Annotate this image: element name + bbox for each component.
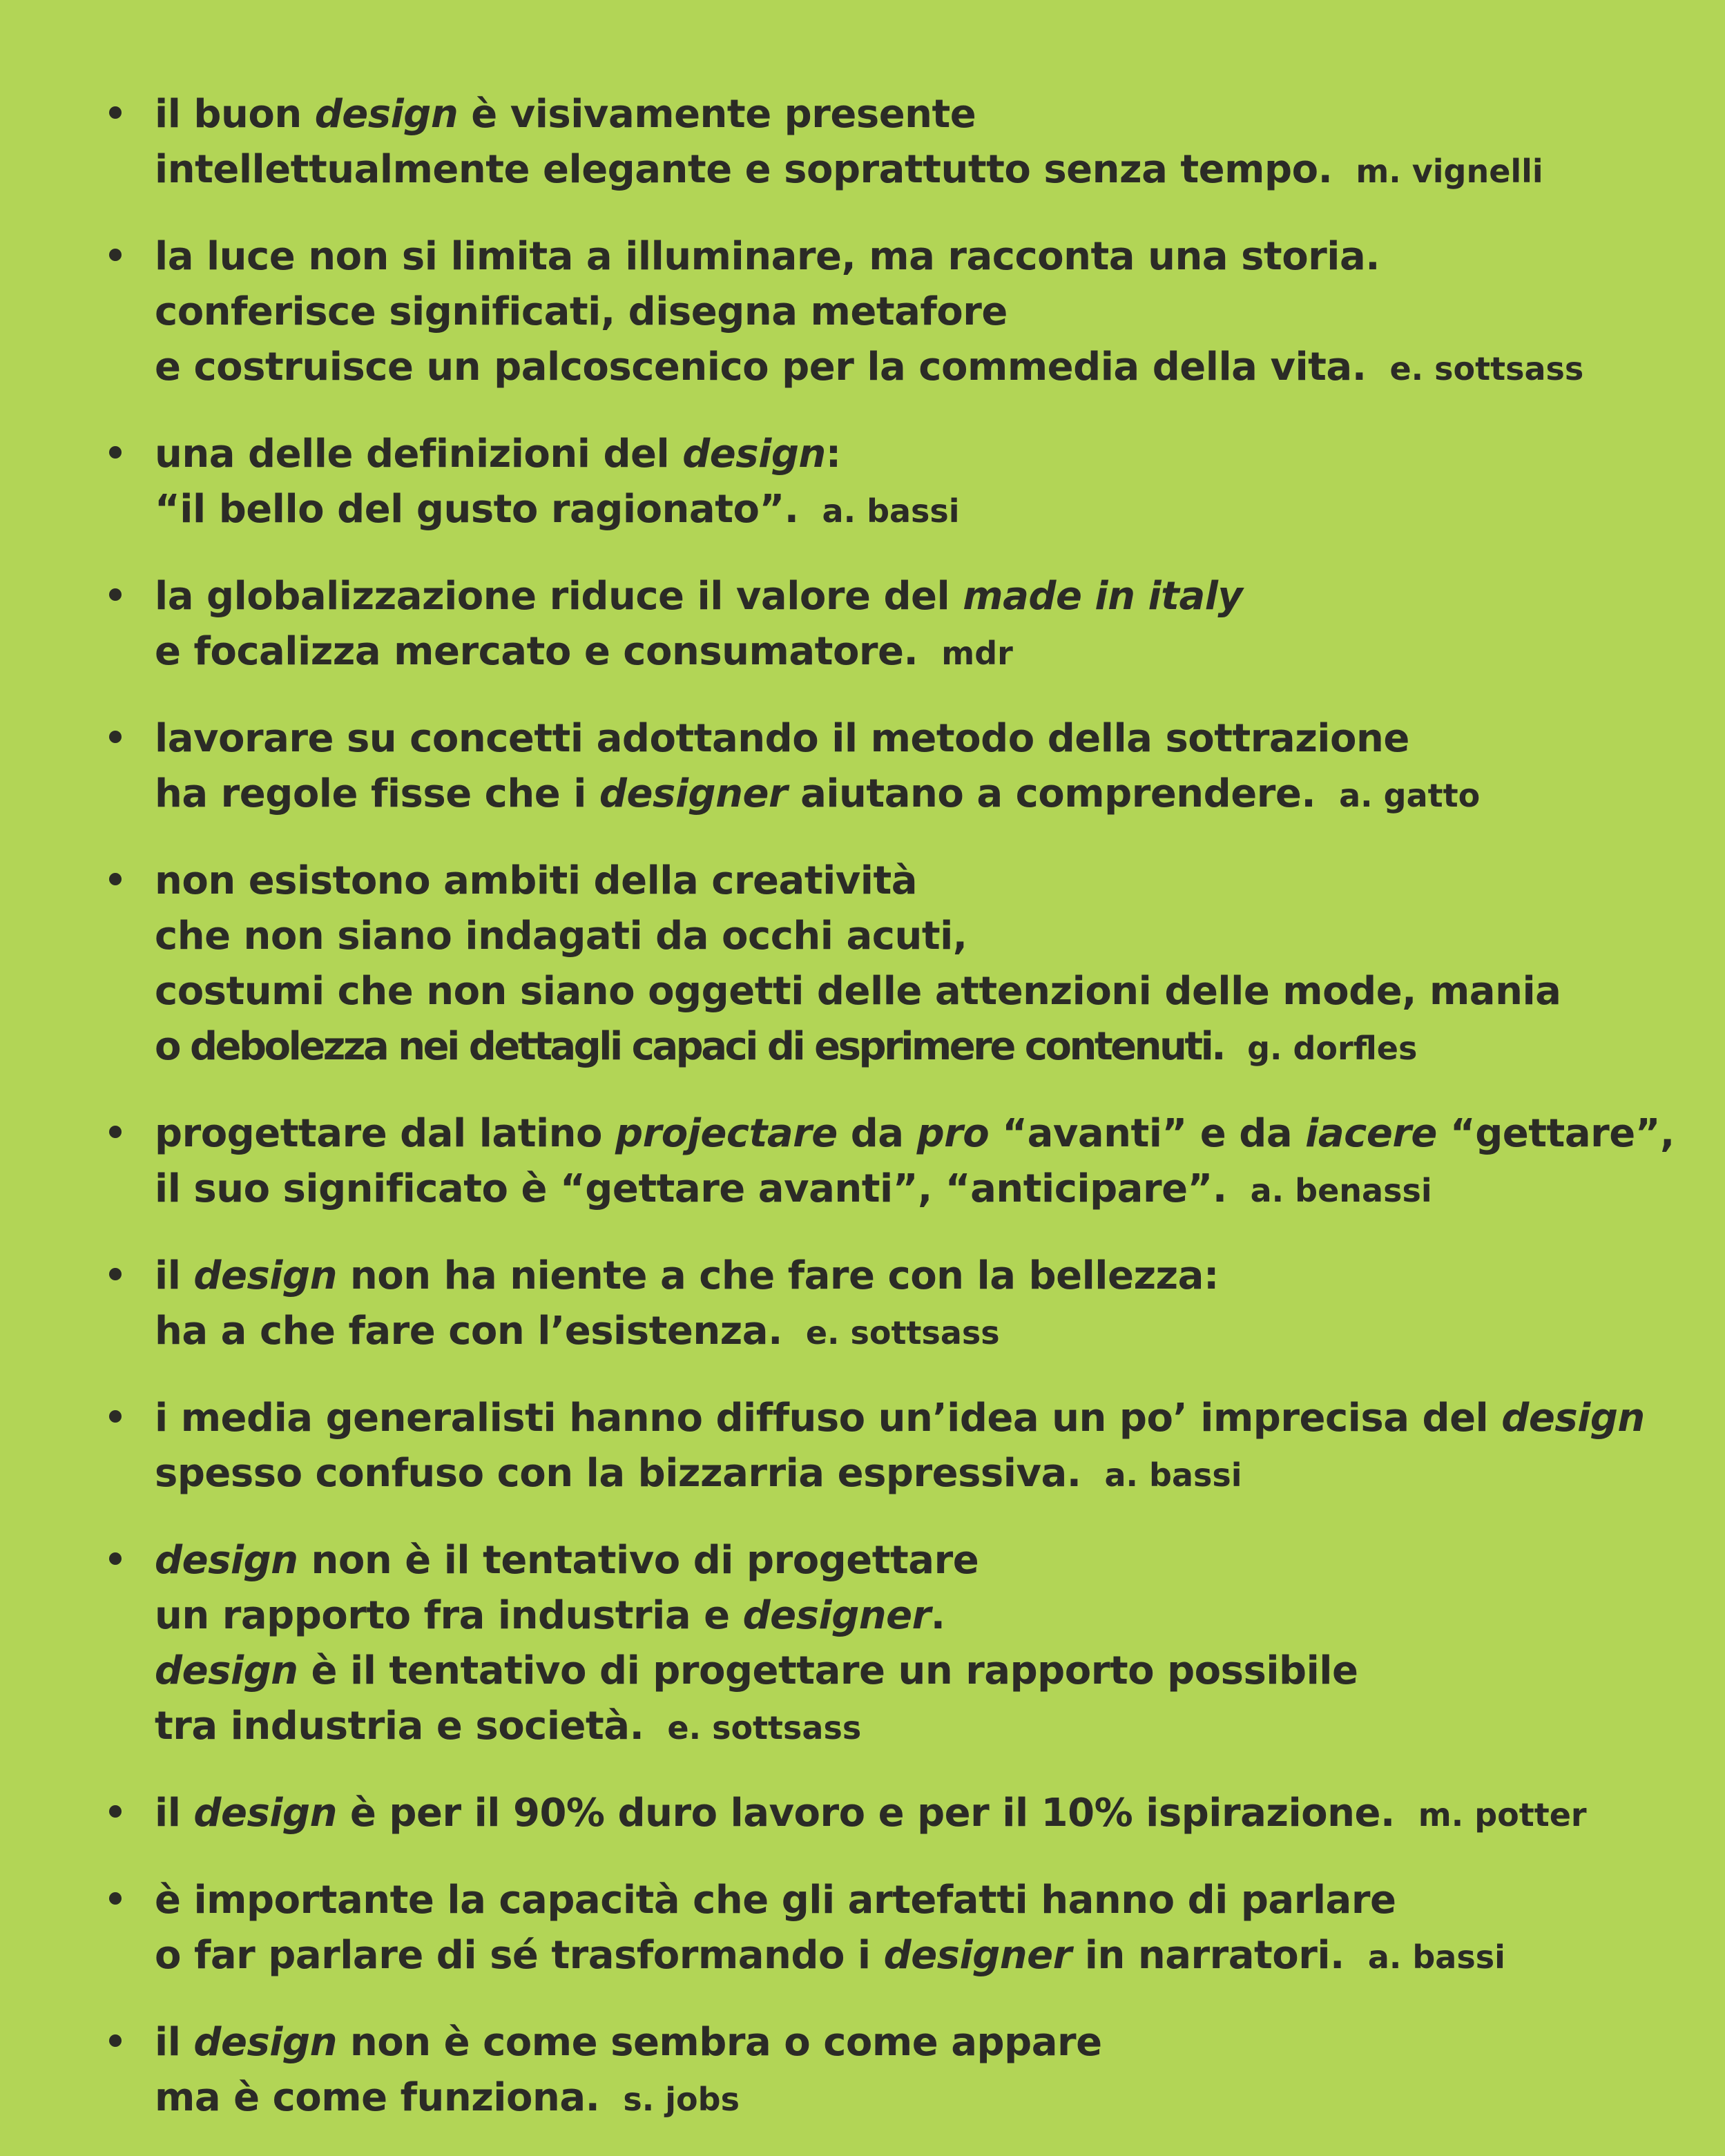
bullet-icon [109, 446, 122, 459]
quote-line [155, 1446, 1725, 1503]
quote-author: mdr [941, 635, 1013, 672]
quote-item [0, 569, 1725, 681]
quote-text: o far parlare di sé trasformando i [155, 1933, 884, 1978]
quote-line [155, 1533, 1725, 1588]
quote-text: tra industria e società. [155, 1704, 644, 1749]
quote-text: intellettualmente elegante e soprattutto senza tempo. [155, 147, 1333, 192]
quote-text: non è il tentativo di progettare [298, 1538, 979, 1583]
bullet-icon [109, 1552, 122, 1565]
quote-line [155, 1699, 1725, 1755]
quote-text: costumi che non siano oggetti delle attenzioni delle mode, mania [155, 969, 1561, 1014]
quote-line [155, 1304, 1725, 1360]
italic-term: design [193, 1791, 337, 1836]
bullet-icon [109, 249, 122, 261]
quote-text: il suo significato è “gettare avanti”, “anticipare”. [155, 1166, 1227, 1211]
quote-author: m. potter [1418, 1796, 1587, 1833]
quote-author: e. sottsass [805, 1314, 1000, 1351]
quote-item [0, 1106, 1725, 1218]
quote-author: a. bassi [822, 492, 960, 530]
quote-text: “avanti” e da [989, 1111, 1306, 1156]
bullet-icon [109, 106, 122, 119]
quote-author: a. bassi [1104, 1456, 1242, 1494]
quote-line [155, 1588, 1725, 1644]
quote-text: ha a che fare con l’esistenza. [155, 1309, 782, 1354]
quote-line [155, 1106, 1725, 1162]
quote-line [155, 1786, 1725, 1842]
quote-line [155, 482, 1725, 539]
quote-text: è per il 90% duro lavoro e per il 10% ispirazione. [336, 1791, 1395, 1836]
quote-text: conferisce significati, disegna metafore [155, 289, 1008, 334]
quote-text: progettare dal latino [155, 1111, 616, 1156]
quote-item [0, 711, 1725, 823]
quote-line [155, 427, 1725, 482]
quote-text: o debolezza nei dettagli capaci di esprimere contenuti. [155, 1024, 1224, 1069]
quote-line [155, 142, 1725, 199]
quote-line [155, 854, 1725, 909]
quote-line [155, 1928, 1725, 1985]
italic-term: design [155, 1538, 298, 1583]
quote-author: e. sottsass [667, 1709, 862, 1746]
quote-text: . [930, 1593, 945, 1638]
quote-item [0, 1873, 1725, 1985]
quote-text: la globalizzazione riduce il valore del [155, 574, 963, 619]
quote-text: da [837, 1111, 917, 1156]
quote-line [155, 767, 1725, 823]
quote-line [155, 1391, 1725, 1446]
quote-line [155, 909, 1725, 964]
quote-text: non esistono ambiti della creatività [155, 858, 918, 903]
quote-item [0, 1391, 1725, 1503]
quote-author: e. sottsass [1389, 350, 1584, 387]
quote-text: il buon [155, 92, 315, 137]
italic-term: iacere [1305, 1111, 1437, 1156]
quote-list [0, 87, 1725, 2127]
quote-item [0, 1786, 1725, 1842]
quote-line [155, 1162, 1725, 1218]
italic-term: made in italy [963, 574, 1243, 619]
quote-line [155, 87, 1725, 142]
italic-term: pro [916, 1111, 990, 1156]
bullet-icon [109, 2034, 122, 2047]
bullet-icon [109, 1892, 122, 1905]
quote-author: a. benassi [1250, 1172, 1432, 1209]
bullet-icon [109, 1410, 122, 1423]
italic-term: designer [883, 1933, 1072, 1978]
quote-line [155, 2015, 1725, 2070]
italic-term: design [193, 2020, 337, 2065]
quote-line [155, 569, 1725, 624]
quote-text: il [155, 2020, 194, 2065]
quote-text: il [155, 1791, 194, 1836]
quote-text: la luce non si limita a illuminare, ma racconta una storia. [155, 234, 1380, 279]
quote-author: s. jobs [623, 2081, 740, 2118]
quote-line [155, 2070, 1725, 2127]
italic-term: design [155, 1648, 298, 1693]
quote-line [155, 285, 1725, 340]
quote-item [0, 2015, 1725, 2127]
quote-item [0, 1533, 1725, 1755]
italic-term: design [314, 92, 459, 137]
quote-text: che non siano indagati da occhi acuti, [155, 914, 967, 959]
bullet-icon [109, 1805, 122, 1818]
quote-text: il [155, 1253, 194, 1298]
quote-text: ma è come funziona. [155, 2075, 600, 2120]
quote-text: non è come sembra o come appare [336, 2020, 1102, 2065]
quote-text: una delle definizioni del [155, 432, 683, 477]
quote-author: g. dorfles [1247, 1030, 1418, 1067]
quote-text: non ha niente a che fare con la bellezza: [336, 1253, 1219, 1298]
quote-author: m. vignelli [1356, 153, 1543, 190]
quote-text: : [825, 432, 841, 477]
quote-author: a. bassi [1367, 1938, 1505, 1976]
quote-line [155, 229, 1725, 285]
quote-text: in narratori. [1071, 1933, 1345, 1978]
italic-term: design [682, 432, 826, 477]
quote-line [155, 624, 1725, 681]
quote-text: è importante la capacità che gli artefatti hanno di parlare [155, 1878, 1396, 1923]
quote-line [155, 1019, 1725, 1076]
quote-item [0, 427, 1725, 539]
quote-line [155, 964, 1725, 1019]
bullet-icon [109, 1126, 122, 1138]
quote-text: aiutano a comprendere. [787, 771, 1316, 816]
bullet-icon [109, 873, 122, 885]
quote-text: spesso confuso con la bizzarria espressiva. [155, 1451, 1081, 1496]
quote-line [155, 1644, 1725, 1699]
quote-text: e focalizza mercato e consumatore. [155, 629, 918, 674]
quote-text: un rapporto fra industria e [155, 1593, 743, 1638]
quote-text: lavorare su concetti adottando il metodo della sottrazione [155, 716, 1409, 761]
quote-item [0, 87, 1725, 199]
bullet-icon [109, 588, 122, 601]
quote-line [155, 711, 1725, 767]
bullet-icon [109, 1268, 122, 1280]
italic-term: design [193, 1253, 337, 1298]
quote-text: i media generalisti hanno diffuso un’idea un po’ imprecisa del [155, 1396, 1502, 1441]
quote-item [0, 1249, 1725, 1360]
quote-line [155, 1249, 1725, 1304]
quote-text: “gettare”, [1436, 1111, 1675, 1156]
quote-text: è il tentativo di progettare un rapporto possibile [298, 1648, 1358, 1693]
quote-text: è visivamente presente [458, 92, 976, 137]
quote-line [155, 1873, 1725, 1928]
italic-term: designer [742, 1593, 931, 1638]
bullet-icon [109, 731, 122, 743]
italic-term: designer [599, 771, 788, 816]
quote-item [0, 854, 1725, 1076]
quote-line [155, 340, 1725, 396]
italic-term: design [1501, 1396, 1645, 1441]
quote-author: a. gatto [1339, 777, 1481, 814]
quote-text: e costruisce un palcoscenico per la commedia della vita. [155, 345, 1367, 389]
italic-term: projectare [615, 1111, 838, 1156]
quote-item [0, 229, 1725, 396]
quote-text: “il bello del gusto ragionato”. [155, 487, 799, 532]
quote-text: ha regole fisse che i [155, 771, 599, 816]
